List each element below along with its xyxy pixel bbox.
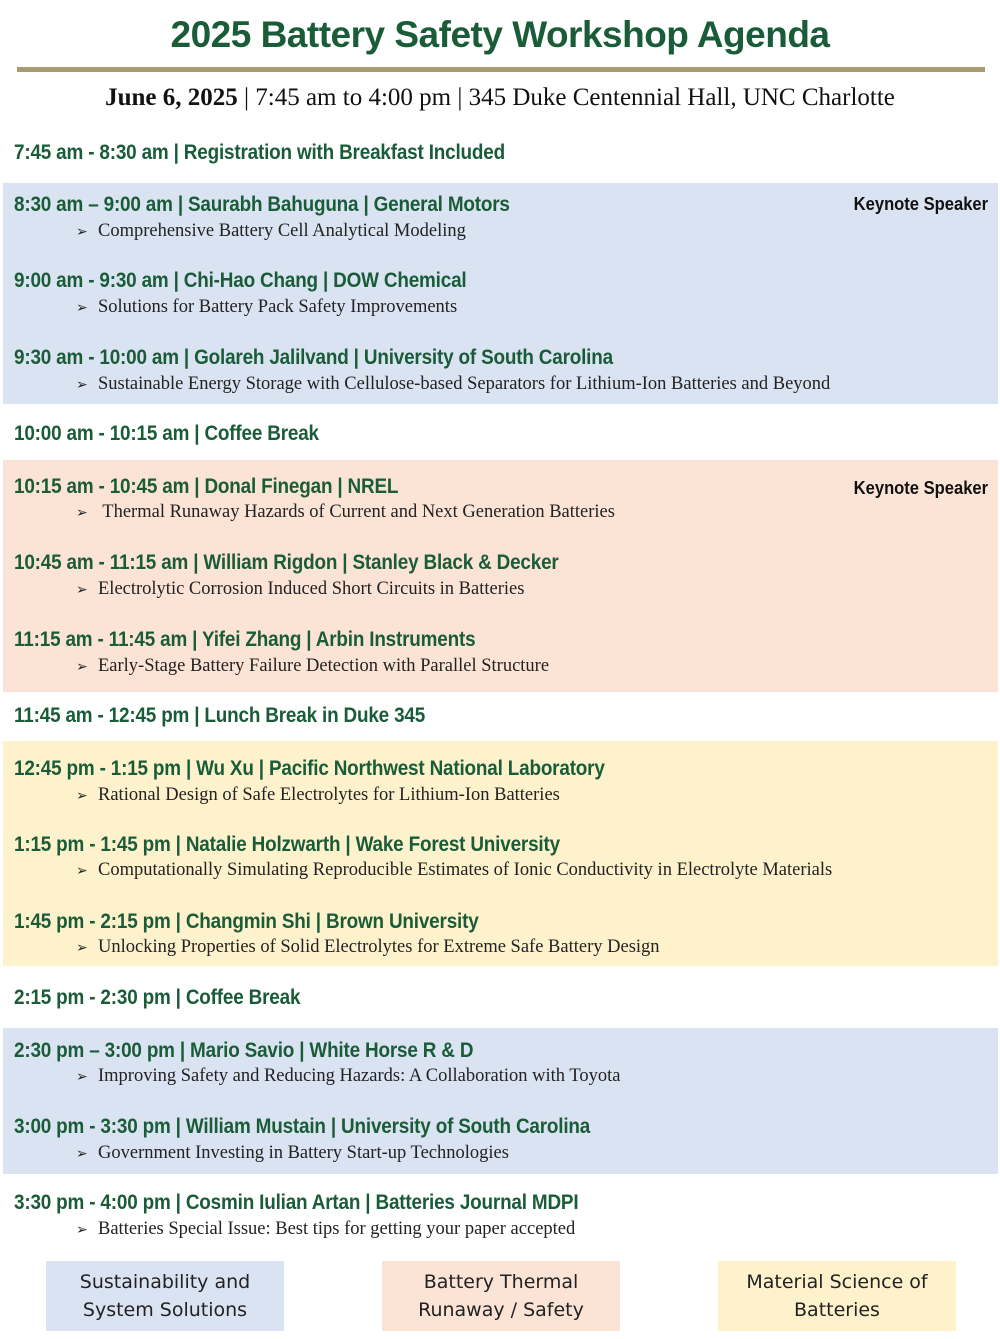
talk-topic: ➢ Thermal Runaway Hazards of Current and Next Generation Batteries — [76, 502, 615, 522]
agenda-item-time: 1:15 pm - 1:45 pm | Natalie Holzwarth | Wake Forest University — [14, 833, 560, 856]
arrow-bullet-icon: ➢ — [76, 659, 88, 675]
arrow-bullet-icon: ➢ — [76, 300, 88, 316]
arrow-bullet-icon: ➢ — [76, 863, 88, 879]
agenda-item-time: 1:45 pm - 2:15 pm | Changmin Shi | Brown University — [14, 910, 479, 933]
arrow-bullet-icon: ➢ — [76, 1069, 88, 1085]
agenda-item-time: 9:00 am - 9:30 am | Chi-Hao Chang | DOW Chemical — [14, 269, 467, 292]
arrow-bullet-icon: ➢ — [76, 1222, 88, 1238]
talk-topic: ➢ Unlocking Properties of Solid Electrolytes for Extreme Safe Battery Design — [76, 937, 660, 957]
event-date: June 6, 2025 — [105, 84, 238, 111]
keynote-badge: Keynote Speaker — [853, 194, 988, 214]
event-time-location: | 7:45 am to 4:00 pm | 345 Duke Centennial Hall, UNC Charlotte — [237, 84, 895, 111]
arrow-bullet-icon: ➢ — [76, 1146, 88, 1162]
agenda-item-registration: 7:45 am - 8:30 am | Registration with Breakfast Included — [14, 141, 505, 164]
legend-material-science: Material Science of Batteries — [718, 1261, 956, 1331]
arrow-bullet-icon: ➢ — [76, 377, 88, 393]
agenda-item-time: 3:30 pm - 4:00 pm | Cosmin Iulian Artan | Batteries Journal MDPI — [14, 1191, 579, 1214]
talk-topic: ➢ Comprehensive Battery Cell Analytical Modeling — [76, 221, 466, 241]
agenda-item-break: 2:15 pm - 2:30 pm | Coffee Break — [14, 986, 301, 1009]
title-divider — [17, 67, 985, 72]
agenda-item-time: 11:15 am - 11:45 am | Yifei Zhang | Arbin Instruments — [14, 628, 476, 651]
legend-thermal-runaway: Battery Thermal Runaway / Safety — [382, 1261, 620, 1331]
arrow-bullet-icon: ➢ — [76, 224, 88, 240]
event-details — [0, 84, 1000, 112]
arrow-bullet-icon: ➢ — [76, 788, 88, 804]
agenda-item-time: 9:30 am - 10:00 am | Golareh Jalilvand | University of South Carolina — [14, 346, 613, 369]
talk-topic: ➢ Solutions for Battery Pack Safety Improvements — [76, 297, 458, 317]
arrow-bullet-icon: ➢ — [76, 940, 88, 956]
talk-topic: ➢ Electrolytic Corrosion Induced Short Circuits in Batteries — [76, 579, 525, 599]
agenda-item-lunch: 11:45 am - 12:45 pm | Lunch Break in Duke 345 — [14, 704, 426, 727]
talk-topic: ➢ Computationally Simulating Reproducible Estimates of Ionic Conductivity in Electrolyte Materials — [76, 860, 833, 880]
agenda-item-time: 10:45 am - 11:15 am | William Rigdon | Stanley Black & Decker — [14, 551, 559, 574]
keynote-badge: Keynote Speaker — [853, 478, 988, 498]
page-title: 2025 Battery Safety Workshop Agenda — [170, 14, 830, 55]
arrow-bullet-icon: ➢ — [76, 582, 88, 598]
agenda-item-time: 10:15 am - 10:45 am | Donal Finegan | NREL — [14, 475, 399, 498]
talk-topic: ➢ Early-Stage Battery Failure Detection with Parallel Structure — [76, 656, 550, 676]
agenda-item-time: 8:30 am – 9:00 am | Saurabh Bahuguna | General Motors — [14, 193, 510, 216]
talk-topic: ➢ Batteries Special Issue: Best tips for getting your paper accepted — [76, 1219, 576, 1239]
talk-topic: ➢ Sustainable Energy Storage with Cellulose-based Separators for Lithium-Ion Batteries and Beyond — [76, 374, 831, 394]
legend-sustainability: Sustainability and System Solutions — [46, 1261, 284, 1331]
talk-topic: ➢ Improving Safety and Reducing Hazards: A Collaboration with Toyota — [76, 1066, 621, 1086]
agenda-item-time: 3:00 pm - 3:30 pm | William Mustain | University of South Carolina — [14, 1115, 591, 1138]
agenda-item-break: 10:00 am - 10:15 am | Coffee Break — [14, 422, 319, 445]
agenda-item-time: 12:45 pm - 1:15 pm | Wu Xu | Pacific Northwest National Laboratory — [14, 757, 605, 780]
talk-topic: ➢ Government Investing in Battery Start-up Technologies — [76, 1143, 509, 1163]
talk-topic: ➢ Rational Design of Safe Electrolytes for Lithium-Ion Batteries — [76, 785, 560, 805]
arrow-bullet-icon: ➢ — [76, 505, 88, 521]
agenda-item-time: 2:30 pm – 3:00 pm | Mario Savio | White Horse R & D — [14, 1039, 474, 1062]
